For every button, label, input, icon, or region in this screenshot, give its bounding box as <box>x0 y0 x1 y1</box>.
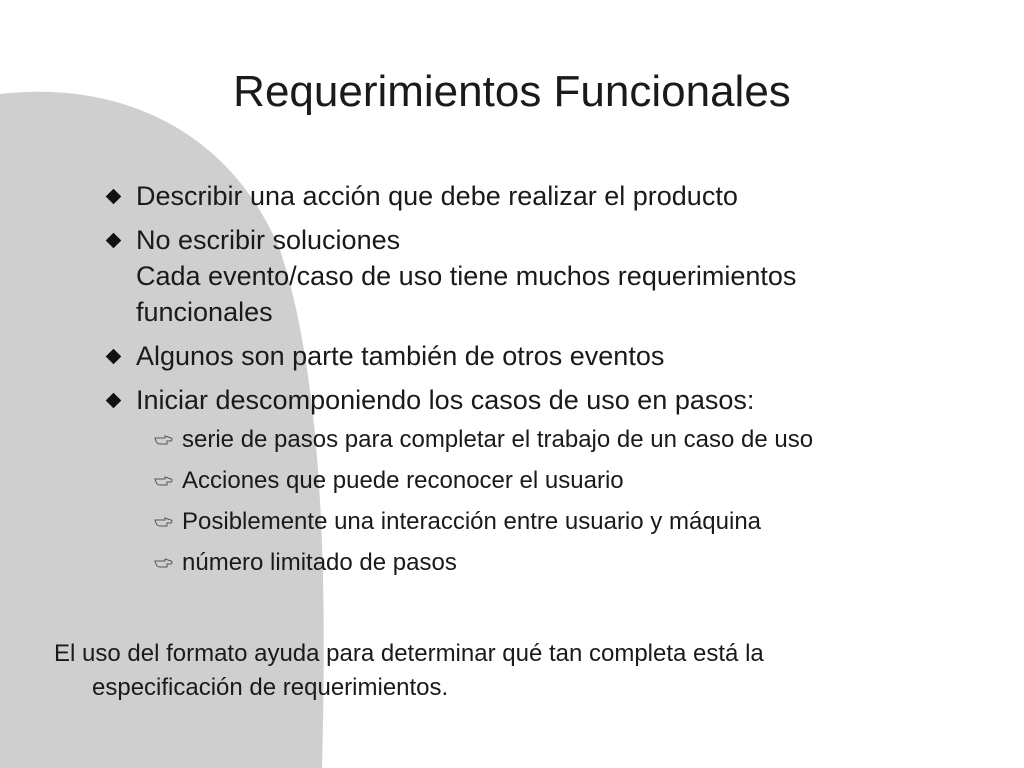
bullet-text: Cada evento/caso de uso tiene muchos requerimientos <box>136 261 797 291</box>
pointing-hand-icon <box>154 515 174 529</box>
sub-bullet-text: Posiblemente una interacción entre usuario y máquina <box>182 508 762 535</box>
sub-bullet-item <box>152 465 966 497</box>
pointing-hand-icon <box>154 474 174 488</box>
bullet-item <box>106 222 966 330</box>
bullet-list <box>106 178 966 588</box>
bullet-item <box>106 382 966 418</box>
footer-note-line-2: especificación de requerimientos. <box>92 674 449 701</box>
pointing-hand-icon <box>154 556 174 570</box>
sub-bullet-item <box>152 424 966 456</box>
footer-note <box>54 637 954 705</box>
diamond-bullet-icon <box>106 349 122 365</box>
bullet-item <box>106 338 966 374</box>
bullet-text: funcionales <box>136 297 273 327</box>
sub-bullet-text: serie de pasos para completar el trabajo de un caso de uso <box>182 426 814 453</box>
bullet-text: No escribir soluciones <box>136 225 401 255</box>
sub-bullet-list <box>152 424 966 579</box>
sub-bullet-text: número limitado de pasos <box>182 549 457 576</box>
bullet-item <box>106 178 966 214</box>
sub-bullet-item <box>152 547 966 579</box>
diamond-bullet-icon <box>106 233 122 249</box>
sub-bullet-text: Acciones que puede reconocer el usuario <box>182 467 624 494</box>
slide-title: Requerimientos Funcionales <box>233 67 791 116</box>
diamond-bullet-icon <box>106 393 122 409</box>
footer-note-line-1: El uso del formato ayuda para determinar qué tan completa está la <box>54 640 764 667</box>
sub-bullet-item <box>152 506 966 538</box>
bullet-text: Algunos son parte también de otros eventos <box>136 341 665 371</box>
bullet-text: Describir una acción que debe realizar el producto <box>136 181 738 211</box>
diamond-bullet-icon <box>106 189 122 205</box>
bullet-text: Iniciar descomponiendo los casos de uso en pasos: <box>136 385 755 415</box>
pointing-hand-icon <box>154 433 174 447</box>
